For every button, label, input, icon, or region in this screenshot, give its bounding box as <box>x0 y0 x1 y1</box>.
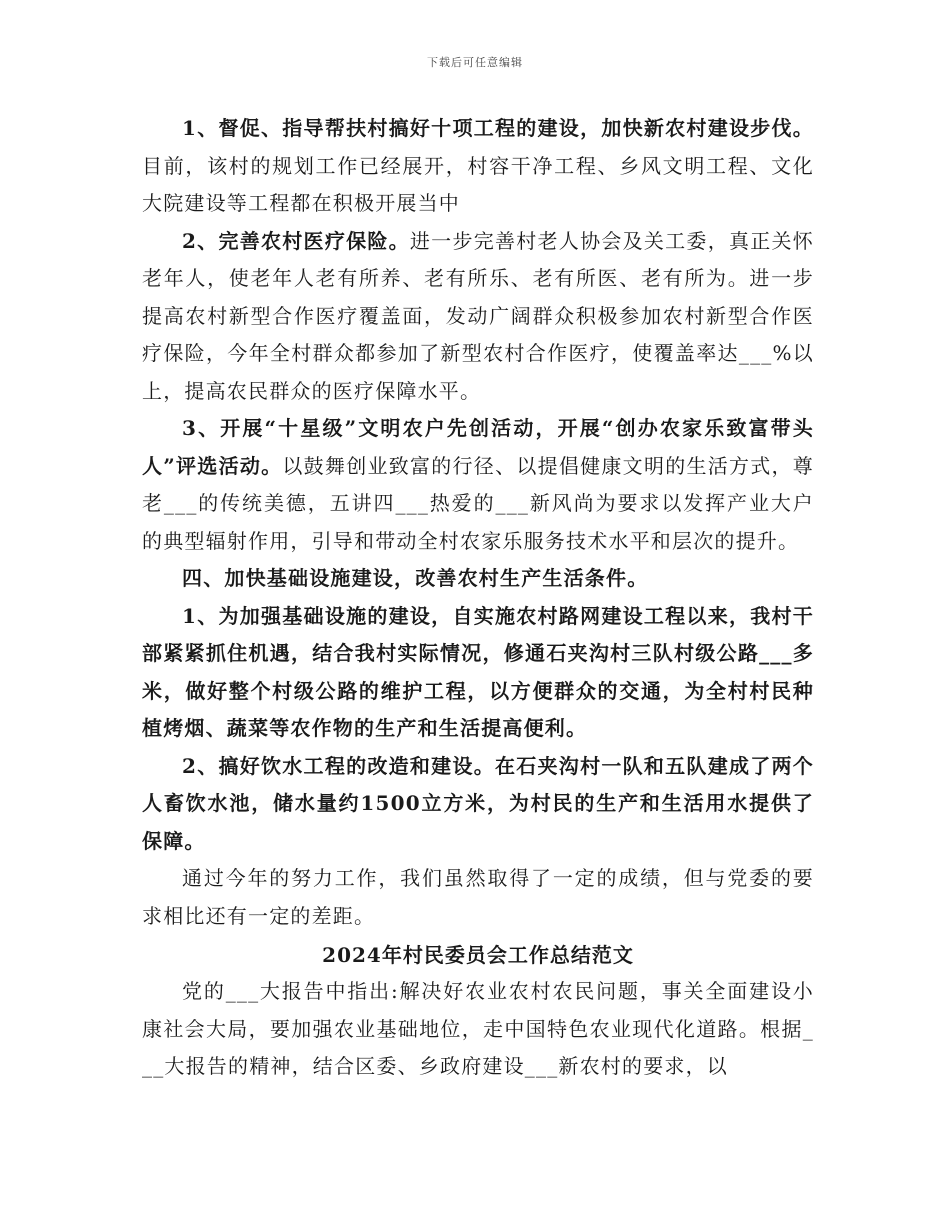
item-4-1-paragraph: 1、为加强基础设施的建设，自实施农村路网建设工程以来，我村干部紧紧抓住机遇，结合我村实际情况，修通石夹沟村三队村级公路___多米，做好整个村级公路的维护工程，以方便群众的交通，为全村村民种植烤烟、蔬菜等农作物的生产和生活提高便利。 <box>142 603 814 740</box>
item-4-2-paragraph: 2、搞好饮水工程的改造和建设。在石夹沟村一队和五队建成了两个人畜饮水池，储水量约1500立方米，为村民的生产和生活用水提供了保障。 <box>142 753 814 853</box>
item-1-paragraph <box>142 110 814 223</box>
item-1-body: 目前，该村的规划工作已经展开，村容干净工程、乡风文明工程、文化大院建设等工程都在积极开展当中 <box>142 153 814 215</box>
intro-paragraph: 党的___大报告中指出:解决好农业农村农民问题，事关全面建设小康社会大局，要加强农业基础地位，走中国特色农业现代化道路。根据___大报告的精神，结合区委、乡政府建设___新农村的要求，以 <box>142 979 814 1078</box>
item-2-body: 进一步完善村老人协会及关工委，真正关怀老年人，使老年人老有所养、老有所乐、老有所医、老有所为。进一步提高农村新型合作医疗覆盖面，发动广阔群众积极参加农村新型合作医疗保险，今年全村群众都参加了新型农村合作医疗，使覆盖率达___%以上，提高农民群众的医疗保障水平。 <box>142 228 814 403</box>
item-2-paragraph <box>142 223 814 411</box>
item-3-paragraph <box>142 410 814 560</box>
item-1-lead: 1、督促、指导帮扶村搞好十项工程的建设，加快新农村建设步伐。 <box>182 116 814 140</box>
item-2-lead: 2、完善农村医疗保险。 <box>182 228 410 253</box>
document-title: 2024年村民委员会工作总结范文 <box>322 943 634 967</box>
item-3-lead: 3、开展“十星级”文明农户先创活动，开展“创办农家乐致富带头人”评选活动。 <box>142 416 814 478</box>
document-body <box>142 110 814 1086</box>
page-header-note: 下载后可任意编辑 <box>427 56 523 69</box>
closing-paragraph: 通过今年的努力工作，我们虽然取得了一定的成绩，但与党委的要求相比还有一定的差距。 <box>142 866 814 928</box>
section-4-heading: 四、加快基础设施建设，改善农村生产生活条件。 <box>182 566 649 590</box>
item-3-body: 以鼓舞创业致富的行径、以提倡健康文明的生活方式，尊老___的传统美德，五讲四___热爱的___新风尚为要求以发挥产业大户的典型辐射作用，引导和带动全村农家乐服务技术水平和层次的提升。 <box>142 453 815 553</box>
